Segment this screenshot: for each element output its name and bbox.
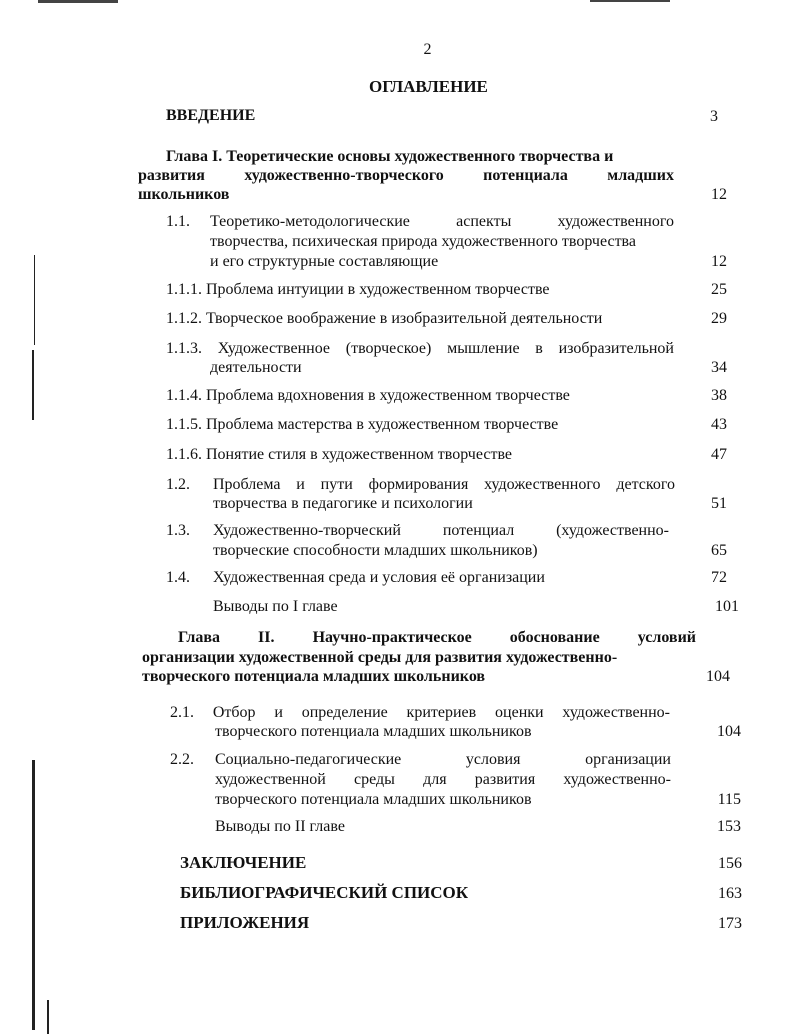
s2_2-num: 2.2.	[170, 751, 194, 768]
s1_3-line2: творческие способности младших школьников)	[213, 542, 538, 559]
s1_1-line2: творчества, психическая природа художественного творчества	[210, 233, 636, 250]
toc-conclusion: ЗАКЛЮЧЕНИЕ	[180, 853, 307, 872]
s1_1-line3: и его структурные составляющие	[210, 253, 439, 270]
chapter1-line2: развития художественно-творческого потенциала младших	[138, 167, 674, 184]
s1_1-num: 1.1.	[166, 213, 190, 230]
s1_2-num: 1.2.	[166, 476, 190, 493]
chapter1-line3: школьников	[138, 186, 230, 203]
chapter2-page: 104	[706, 668, 730, 685]
toc-title: ОГЛАВЛЕНИЕ	[369, 77, 488, 96]
s2_1-page: 104	[717, 723, 741, 740]
conclusions2-page: 153	[717, 818, 741, 835]
s2_2-line3: творческого потенциала младших школьников	[215, 791, 532, 808]
s1_3-num: 1.3.	[166, 522, 190, 539]
s1_1_3-page: 34	[711, 359, 727, 376]
scan-artifact-left-2	[32, 350, 34, 420]
s2_2-page: 115	[717, 791, 741, 808]
s1_1_3-line1: 1.1.3. Художественное (творческое) мышление в изобразительной	[166, 340, 674, 357]
s1_1_6: 1.1.6. Понятие стиля в художественном творчестве	[166, 446, 512, 463]
toc-appendices: ПРИЛОЖЕНИЯ	[180, 913, 310, 932]
s1_4-num: 1.4.	[166, 569, 190, 586]
conclusions1: Выводы по I главе	[213, 598, 338, 615]
s1_1_2-page: 29	[711, 310, 727, 327]
s1_2-line2: творчества в педагогике и психологии	[213, 495, 473, 512]
scan-artifact-top-right	[590, 0, 670, 2]
page-number: 2	[423, 41, 432, 58]
s2_2-line1: Социально-педагогические условия организации	[215, 751, 671, 768]
s1_4-page: 72	[711, 569, 727, 586]
scan-artifact-left-3	[32, 760, 35, 1030]
s1_1-page: 12	[711, 253, 727, 270]
scan-artifact-left-4	[47, 1000, 49, 1034]
s1_1_4: 1.1.4. Проблема вдохновения в художественном творчестве	[166, 387, 570, 404]
s2_1-line2: творческого потенциала младших школьников	[215, 723, 532, 740]
toc-intro-page: 3	[710, 108, 718, 125]
s1_1_5: 1.1.5. Проблема мастерства в художественном творчестве	[166, 416, 559, 433]
s1_3-page: 65	[711, 542, 727, 559]
s2_2-line2: художественной среды для развития художественно-	[215, 771, 671, 788]
s1_1_1-page: 25	[711, 281, 727, 298]
s1_1_2: 1.1.2. Творческое воображение в изобразительной деятельности	[166, 310, 603, 327]
toc-bibliography-page: 163	[718, 885, 742, 902]
s1_2-page: 51	[711, 495, 727, 512]
scan-artifact-top	[38, 0, 118, 3]
s1_4-text: Художественная среда и условия её организации	[213, 569, 545, 586]
chapter2-line1: Глава II. Научно-практическое обоснование условий	[178, 629, 696, 646]
s2_1-line1: 2.1. Отбор и определение критериев оценки художественно-	[170, 704, 670, 721]
s1_3-line1: Художественно-творческий потенциал (художественно-	[213, 522, 669, 539]
chapter1-line1: Глава I. Теоретические основы художественного творчества и	[166, 148, 614, 165]
s1_1_4-page: 38	[711, 387, 727, 404]
conclusions1-page: 101	[715, 598, 739, 615]
toc-appendices-page: 173	[718, 915, 742, 932]
conclusions2: Выводы по II главе	[215, 818, 345, 835]
s1_1_5-page: 43	[711, 416, 727, 433]
scan-artifact-left-1	[34, 255, 35, 345]
s1_2-line1: Проблема и пути формирования художественного детского	[213, 476, 675, 493]
s1_1_1: 1.1.1. Проблема интуиции в художественном творчестве	[166, 281, 550, 298]
chapter1-page: 12	[711, 186, 727, 203]
chapter2-line3: творческого потенциала младших школьников	[142, 668, 486, 685]
toc-bibliography: БИБЛИОГРАФИЧЕСКИЙ СПИСОК	[180, 883, 469, 902]
chapter2-line2: организации художественной среды для развития художественно-	[142, 649, 618, 666]
s1_1_3-line2: деятельности	[210, 359, 302, 376]
toc-conclusion-page: 156	[718, 855, 742, 872]
toc-intro: ВВЕДЕНИЕ	[166, 107, 256, 124]
s1_1_6-page: 47	[711, 446, 727, 463]
s1_1-line1: Теоретико-методологические аспекты художественного	[210, 213, 674, 230]
